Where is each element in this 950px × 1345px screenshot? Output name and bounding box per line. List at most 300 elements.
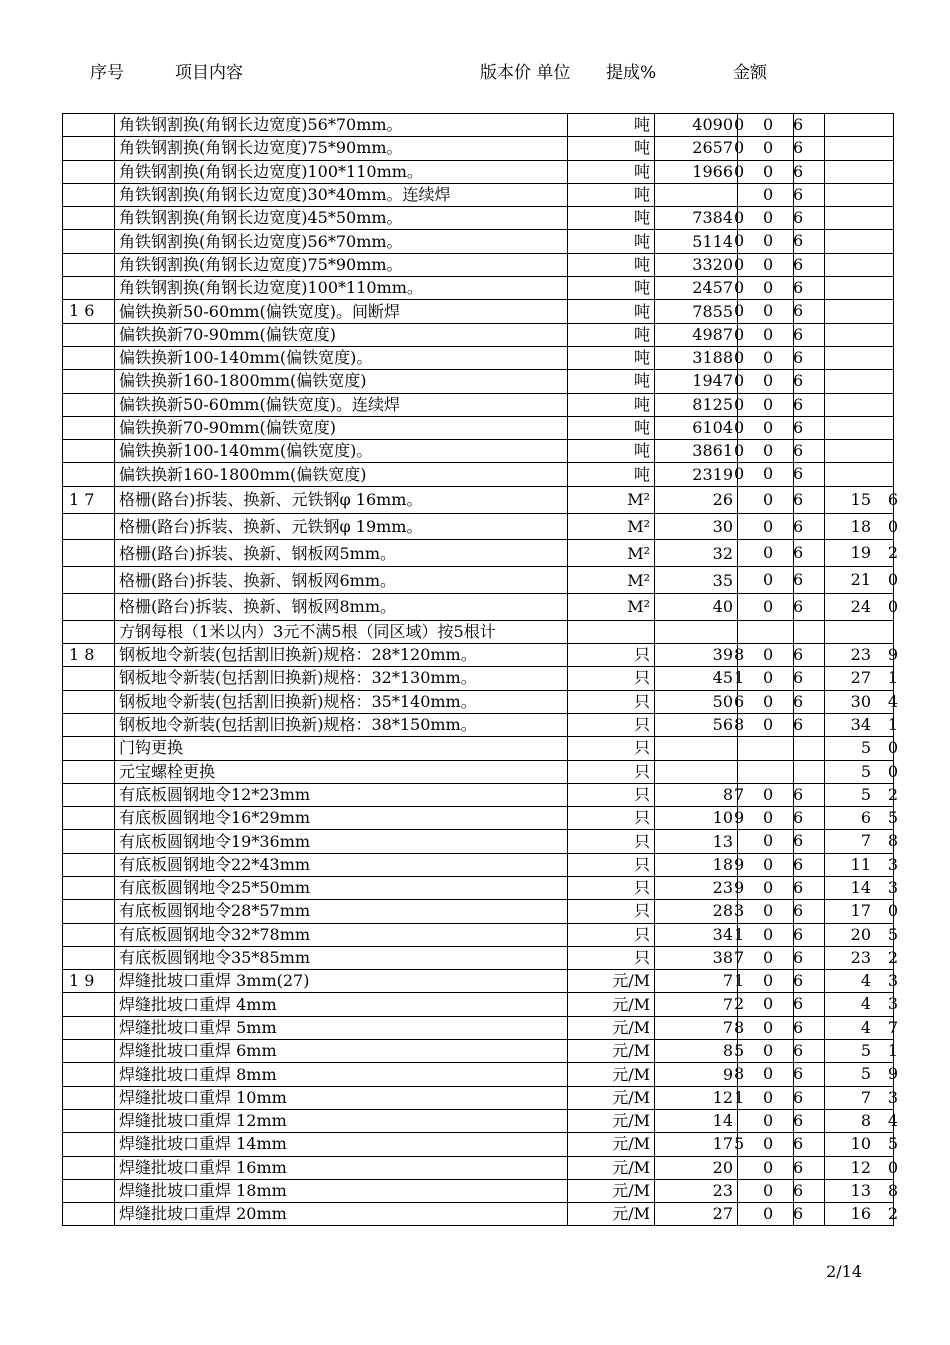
- item-unit: 元/M: [568, 1063, 655, 1086]
- rate-value: 0: [763, 1087, 774, 1107]
- rate-mark-text: 6: [793, 231, 804, 251]
- item-unit: 吨: [568, 114, 655, 137]
- table-row: [63, 207, 894, 230]
- rate-mark: [794, 323, 825, 346]
- row-index: [63, 1063, 115, 1086]
- item-rate: [738, 513, 794, 540]
- amount-fraction: 6: [887, 489, 898, 509]
- amount-value: 23: [850, 947, 871, 967]
- item-price: 20: [655, 1156, 738, 1179]
- amount-fraction: 1: [887, 714, 898, 734]
- rate-mark: [794, 593, 825, 620]
- item-unit: 只: [568, 713, 655, 736]
- row-index: [63, 160, 115, 183]
- item-amount: [825, 830, 898, 853]
- rate-value: 0: [763, 138, 774, 158]
- rate-mark-text: 6: [793, 1087, 804, 1107]
- row-index: [63, 644, 115, 667]
- item-rate: [734, 783, 794, 806]
- item-amount: [825, 346, 894, 369]
- rate-mark: [794, 1156, 825, 1179]
- item-description: 焊缝批坡口重焊 14mm: [115, 1133, 568, 1156]
- row-index: [63, 783, 115, 806]
- amount-value: 12: [850, 1157, 871, 1177]
- row-index: [63, 1016, 115, 1039]
- amount-fraction: 0: [887, 570, 898, 590]
- item-description: 钢板地令新装(包括割旧换新)规格：38*150mm。: [115, 713, 568, 736]
- rate-mark: [794, 416, 825, 439]
- rate-value: 0: [763, 1180, 774, 1200]
- rate-mark: [794, 1016, 825, 1039]
- price-fraction: 0: [734, 441, 745, 461]
- item-amount: [825, 900, 898, 923]
- item-amount: [825, 620, 894, 643]
- item-description: 角铁钢割换(角钢长边宽度)100*110mm。: [115, 277, 568, 300]
- amount-fraction: 9: [887, 1064, 898, 1084]
- rate-value: 0: [763, 543, 774, 563]
- rate-mark-text: 6: [793, 878, 804, 897]
- amount-value: 10: [850, 1134, 871, 1154]
- rate-mark-text: 6: [793, 714, 804, 734]
- row-index-text: 1 9: [69, 971, 95, 991]
- item-unit: M²: [568, 567, 655, 594]
- rate-mark-text: 6: [793, 278, 804, 298]
- row-index: [63, 114, 115, 137]
- item-unit: M²: [568, 486, 655, 513]
- rate-value: 0: [763, 516, 774, 536]
- item-unit: 只: [568, 830, 655, 853]
- item-amount: [825, 807, 898, 830]
- table-row: [63, 1109, 894, 1132]
- amount-fraction: 2: [887, 947, 898, 967]
- table-row: [63, 923, 894, 946]
- item-unit: 元/M: [568, 970, 655, 993]
- table-row: [63, 463, 894, 486]
- rate-mark-text: 6: [793, 516, 804, 536]
- item-unit: 吨: [568, 207, 655, 230]
- rate-value: 0: [763, 1204, 774, 1224]
- rate-mark-text: 6: [793, 1204, 804, 1224]
- amount-value: 7: [860, 1087, 871, 1107]
- item-rate: [738, 486, 794, 513]
- price-fraction: 7: [734, 784, 745, 804]
- table-row: [63, 1156, 894, 1179]
- rate-mark-text: 6: [793, 371, 804, 391]
- price-fraction: 0: [734, 115, 745, 134]
- item-price: 30: [655, 513, 738, 540]
- item-price: 38: [655, 946, 738, 969]
- item-price: 7855: [655, 300, 738, 323]
- rate-mark-text: 6: [793, 441, 804, 461]
- row-index: [63, 690, 115, 713]
- item-rate: [734, 137, 794, 160]
- item-amount: [825, 760, 898, 783]
- row-index: [63, 970, 115, 993]
- price-fraction: 0: [734, 324, 745, 344]
- item-rate: [734, 440, 794, 463]
- row-index-text: 1 6: [69, 301, 95, 321]
- rate-mark-text: 6: [793, 901, 804, 921]
- item-unit: 只: [568, 923, 655, 946]
- item-unit: 吨: [568, 323, 655, 346]
- rate-mark: [794, 923, 825, 946]
- rate-value: 0: [763, 324, 774, 344]
- item-unit: 元/M: [568, 1133, 655, 1156]
- table-row: [63, 620, 894, 643]
- rate-mark: [794, 853, 825, 876]
- rate-mark: [794, 760, 825, 783]
- item-rate: [734, 970, 794, 993]
- rate-mark-text: 6: [793, 1041, 804, 1061]
- rate-mark: [794, 783, 825, 806]
- item-rate: [734, 160, 794, 183]
- rate-value: 0: [763, 489, 774, 509]
- table-row: [63, 713, 894, 736]
- rate-mark-text: 6: [793, 1134, 804, 1154]
- rate-mark-text: 6: [793, 1110, 804, 1130]
- item-description: 有底板圆钢地令16*29mm: [115, 807, 568, 830]
- item-unit: 元/M: [568, 993, 655, 1016]
- rate-mark-text: 6: [793, 971, 804, 991]
- item-unit: 只: [568, 737, 655, 760]
- amount-fraction: 2: [887, 543, 898, 563]
- rate-value: 0: [763, 691, 774, 711]
- item-description: 有底板圆钢地令32*78mm: [115, 923, 568, 946]
- amount-value: 5: [860, 761, 871, 781]
- rate-value: 0: [763, 971, 774, 991]
- item-description: 焊缝批坡口重焊 16mm: [115, 1156, 568, 1179]
- item-rate: [734, 230, 794, 253]
- item-description: 焊缝批坡口重焊 3mm(27): [115, 970, 568, 993]
- item-price: 27: [655, 1203, 738, 1226]
- row-index: [63, 593, 115, 620]
- item-amount: [825, 463, 894, 486]
- item-price: 5114: [655, 230, 738, 253]
- item-rate: [738, 593, 794, 620]
- header-amount: 金额: [733, 63, 767, 83]
- rate-mark-text: 6: [793, 1017, 804, 1037]
- item-amount: [825, 1040, 898, 1063]
- item-amount: [825, 300, 894, 323]
- item-description: 角铁钢割换(角钢长边宽度)45*50mm。: [115, 207, 568, 230]
- item-amount: [825, 783, 898, 806]
- item-rate: [734, 346, 794, 369]
- row-index: [63, 346, 115, 369]
- item-amount: [825, 183, 894, 206]
- item-price: 45: [655, 667, 738, 690]
- row-index: [63, 440, 115, 463]
- item-rate: [734, 463, 794, 486]
- item-amount: [825, 1179, 898, 1202]
- price-fraction: 3: [734, 901, 745, 921]
- item-rate: [738, 1203, 794, 1226]
- item-unit: 吨: [568, 416, 655, 439]
- row-index: [63, 277, 115, 300]
- item-description: 钢板地令新装(包括割旧换新)规格：28*120mm。: [115, 644, 568, 667]
- table-row: [63, 567, 894, 594]
- item-price: 13: [655, 830, 738, 853]
- amount-value: 4: [860, 971, 871, 991]
- row-index: [63, 923, 115, 946]
- amount-value: 4: [860, 1017, 871, 1037]
- item-rate: [738, 620, 794, 643]
- amount-value: 34: [850, 714, 871, 734]
- item-price: 32: [655, 540, 738, 567]
- rate-mark: [794, 970, 825, 993]
- rate-mark: [794, 346, 825, 369]
- item-unit: 吨: [568, 183, 655, 206]
- item-amount: [825, 114, 894, 137]
- item-price: 2457: [655, 277, 738, 300]
- item-unit: 吨: [568, 393, 655, 416]
- rate-value: 0: [763, 441, 774, 461]
- item-rate: [734, 323, 794, 346]
- rate-value: 0: [763, 784, 774, 804]
- price-fraction: 1: [734, 668, 745, 688]
- item-description: 角铁钢割换(角钢长边宽度)75*90mm。: [115, 137, 568, 160]
- rate-value: 0: [763, 854, 774, 874]
- table-row: [63, 737, 894, 760]
- item-unit: 吨: [568, 230, 655, 253]
- rate-mark: [794, 1086, 825, 1109]
- item-rate: [738, 737, 794, 760]
- rate-mark-text: 6: [793, 831, 804, 851]
- table-row: [63, 370, 894, 393]
- row-index: [63, 230, 115, 253]
- amount-value: 19: [850, 543, 871, 563]
- header-rate: 提成%: [606, 63, 657, 83]
- item-rate: [734, 667, 794, 690]
- item-description: 焊缝批坡口重焊 12mm: [115, 1109, 568, 1132]
- table-row: [63, 540, 894, 567]
- price-fraction: 8: [734, 714, 745, 734]
- rate-mark: [794, 620, 825, 643]
- item-unit: 吨: [568, 346, 655, 369]
- rate-value: 0: [763, 417, 774, 437]
- item-description: 焊缝批坡口重焊 4mm: [115, 993, 568, 1016]
- amount-fraction: 5: [887, 808, 898, 828]
- rate-mark-text: 6: [793, 570, 804, 590]
- rate-mark-text: 6: [793, 645, 804, 665]
- rate-value: 0: [763, 1017, 774, 1037]
- item-rate: [734, 1063, 794, 1086]
- page-number: 2/14: [826, 1262, 862, 1281]
- item-price: 3188: [655, 346, 738, 369]
- row-index: [63, 137, 115, 160]
- price-fraction: 0: [734, 208, 745, 228]
- item-price: 2319: [655, 463, 738, 486]
- table-row: [63, 1086, 894, 1109]
- table-row: [63, 946, 894, 969]
- amount-value: 21: [850, 570, 871, 590]
- item-rate: [738, 830, 794, 853]
- rate-value: 0: [763, 1064, 774, 1084]
- item-price: 7384: [655, 207, 738, 230]
- rate-value: 0: [763, 947, 774, 967]
- row-index: [63, 853, 115, 876]
- item-amount: [825, 277, 894, 300]
- item-price: 10: [655, 807, 738, 830]
- table-row: [63, 230, 894, 253]
- rate-mark-text: 6: [793, 668, 804, 688]
- amount-fraction: 3: [887, 854, 898, 874]
- rate-mark-text: 6: [793, 138, 804, 158]
- table-row: [63, 1040, 894, 1063]
- header-no: 序号: [90, 63, 124, 83]
- item-rate: [734, 370, 794, 393]
- item-price: 39: [655, 644, 738, 667]
- rate-mark-text: 6: [793, 808, 804, 828]
- table-row: [63, 323, 894, 346]
- rate-mark-text: 6: [793, 208, 804, 228]
- price-fraction: 8: [734, 1064, 745, 1084]
- amount-value: 18: [850, 516, 871, 536]
- item-unit: 元/M: [568, 1179, 655, 1202]
- rate-mark: [794, 160, 825, 183]
- amount-value: 30: [850, 691, 871, 711]
- item-price: 50: [655, 690, 738, 713]
- table-row: [63, 807, 894, 830]
- item-rate: [734, 253, 794, 276]
- item-description: 有底板圆钢地令28*57mm: [115, 900, 568, 923]
- rate-value: 0: [763, 1041, 774, 1061]
- item-unit: 吨: [568, 300, 655, 323]
- item-description: 焊缝批坡口重焊 8mm: [115, 1063, 568, 1086]
- table-row: [63, 853, 894, 876]
- item-unit: 只: [568, 946, 655, 969]
- item-amount: [825, 393, 894, 416]
- rate-mark: [794, 440, 825, 463]
- item-description: 方钢每根（1米以内）3元不满5根（同区域）按5根计: [115, 620, 568, 643]
- row-index: [63, 567, 115, 594]
- row-index: [63, 760, 115, 783]
- rate-mark-text: 6: [793, 347, 804, 367]
- rate-value: 0: [763, 301, 774, 321]
- rate-mark: [794, 1109, 825, 1132]
- rate-value: 0: [763, 184, 774, 204]
- rate-mark: [794, 114, 825, 137]
- rate-value: 0: [763, 645, 774, 665]
- row-index-text: 1 8: [69, 645, 95, 665]
- item-rate: [738, 1179, 794, 1202]
- item-amount: [825, 593, 898, 620]
- item-rate: [734, 807, 794, 830]
- price-fraction: 0: [734, 278, 745, 298]
- item-price: 2657: [655, 137, 738, 160]
- row-index-text: 1 7: [69, 489, 95, 509]
- rate-value: 0: [763, 994, 774, 1014]
- amount-fraction: 3: [887, 994, 898, 1014]
- item-unit: 元/M: [568, 1109, 655, 1132]
- row-index: [63, 486, 115, 513]
- item-unit: 元/M: [568, 1086, 655, 1109]
- amount-fraction: 1: [887, 1041, 898, 1061]
- amount-value: 15: [850, 489, 871, 509]
- price-fraction: 0: [734, 254, 745, 274]
- price-fraction: 0: [734, 371, 745, 391]
- item-description: 格栅(路台)拆装、换新、钢板网8mm。: [115, 593, 568, 620]
- rate-value: 0: [763, 596, 774, 616]
- item-unit: 吨: [568, 160, 655, 183]
- rate-mark-text: 6: [793, 417, 804, 437]
- amount-fraction: 0: [887, 1157, 898, 1177]
- row-index: [63, 946, 115, 969]
- amount-fraction: 2: [887, 1204, 898, 1224]
- rate-mark: [794, 690, 825, 713]
- row-index: [63, 1156, 115, 1179]
- amount-value: 14: [850, 878, 871, 897]
- item-description: 偏铁换新100-140mm(偏铁宽度)。: [115, 440, 568, 463]
- item-amount: [825, 160, 894, 183]
- item-rate: [738, 183, 794, 206]
- item-rate: [734, 853, 794, 876]
- rate-mark: [794, 300, 825, 323]
- price-fraction: 0: [734, 231, 745, 251]
- row-index: [63, 1109, 115, 1132]
- rate-mark-text: 6: [793, 254, 804, 274]
- rate-mark-text: 6: [793, 596, 804, 616]
- amount-fraction: 3: [887, 1087, 898, 1107]
- rate-mark-text: 6: [793, 854, 804, 874]
- price-fraction: 6: [734, 691, 745, 711]
- amount-value: 24: [850, 596, 871, 616]
- rate-value: 0: [763, 924, 774, 944]
- item-amount: [825, 1133, 898, 1156]
- table-row: [63, 486, 894, 513]
- item-price: 1947: [655, 370, 738, 393]
- item-price: 18: [655, 853, 738, 876]
- rate-mark-text: 6: [793, 691, 804, 711]
- amount-value: 13: [850, 1180, 871, 1200]
- price-fraction: 0: [734, 394, 745, 414]
- rate-value: 0: [763, 831, 774, 851]
- price-fraction: 0: [734, 464, 745, 484]
- table-row: [63, 783, 894, 806]
- item-description: 钢板地令新装(包括割旧换新)规格：35*140mm。: [115, 690, 568, 713]
- rate-mark: [794, 1040, 825, 1063]
- item-description: 偏铁换新50-60mm(偏铁宽度)。间断焊: [115, 300, 568, 323]
- item-description: 钢板地令新装(包括割旧换新)规格：32*130mm。: [115, 667, 568, 690]
- amount-value: 4: [860, 994, 871, 1014]
- item-amount: [825, 737, 898, 760]
- rate-mark-text: 6: [793, 161, 804, 181]
- rate-mark-text: 6: [793, 994, 804, 1014]
- row-index: [63, 877, 115, 900]
- table-row: [63, 690, 894, 713]
- row-index: [63, 667, 115, 690]
- row-index: [63, 900, 115, 923]
- item-amount: [825, 370, 894, 393]
- item-rate: [734, 114, 794, 137]
- item-amount: [825, 440, 894, 463]
- amount-fraction: 0: [887, 596, 898, 616]
- amount-fraction: 5: [887, 1134, 898, 1154]
- table-row: [63, 346, 894, 369]
- rate-mark: [794, 1063, 825, 1086]
- amount-fraction: 4: [887, 1110, 898, 1130]
- item-rate: [738, 1109, 794, 1132]
- item-description: 焊缝批坡口重焊 6mm: [115, 1040, 568, 1063]
- table-row: [63, 114, 894, 137]
- rate-mark-text: 6: [793, 1180, 804, 1200]
- amount-value: 6: [860, 808, 871, 828]
- item-description: 焊缝批坡口重焊 10mm: [115, 1086, 568, 1109]
- item-description: 门钩更换: [115, 737, 568, 760]
- amount-value: 27: [850, 668, 871, 688]
- amount-value: 7: [860, 831, 871, 851]
- rate-value: 0: [763, 668, 774, 688]
- item-amount: [825, 513, 898, 540]
